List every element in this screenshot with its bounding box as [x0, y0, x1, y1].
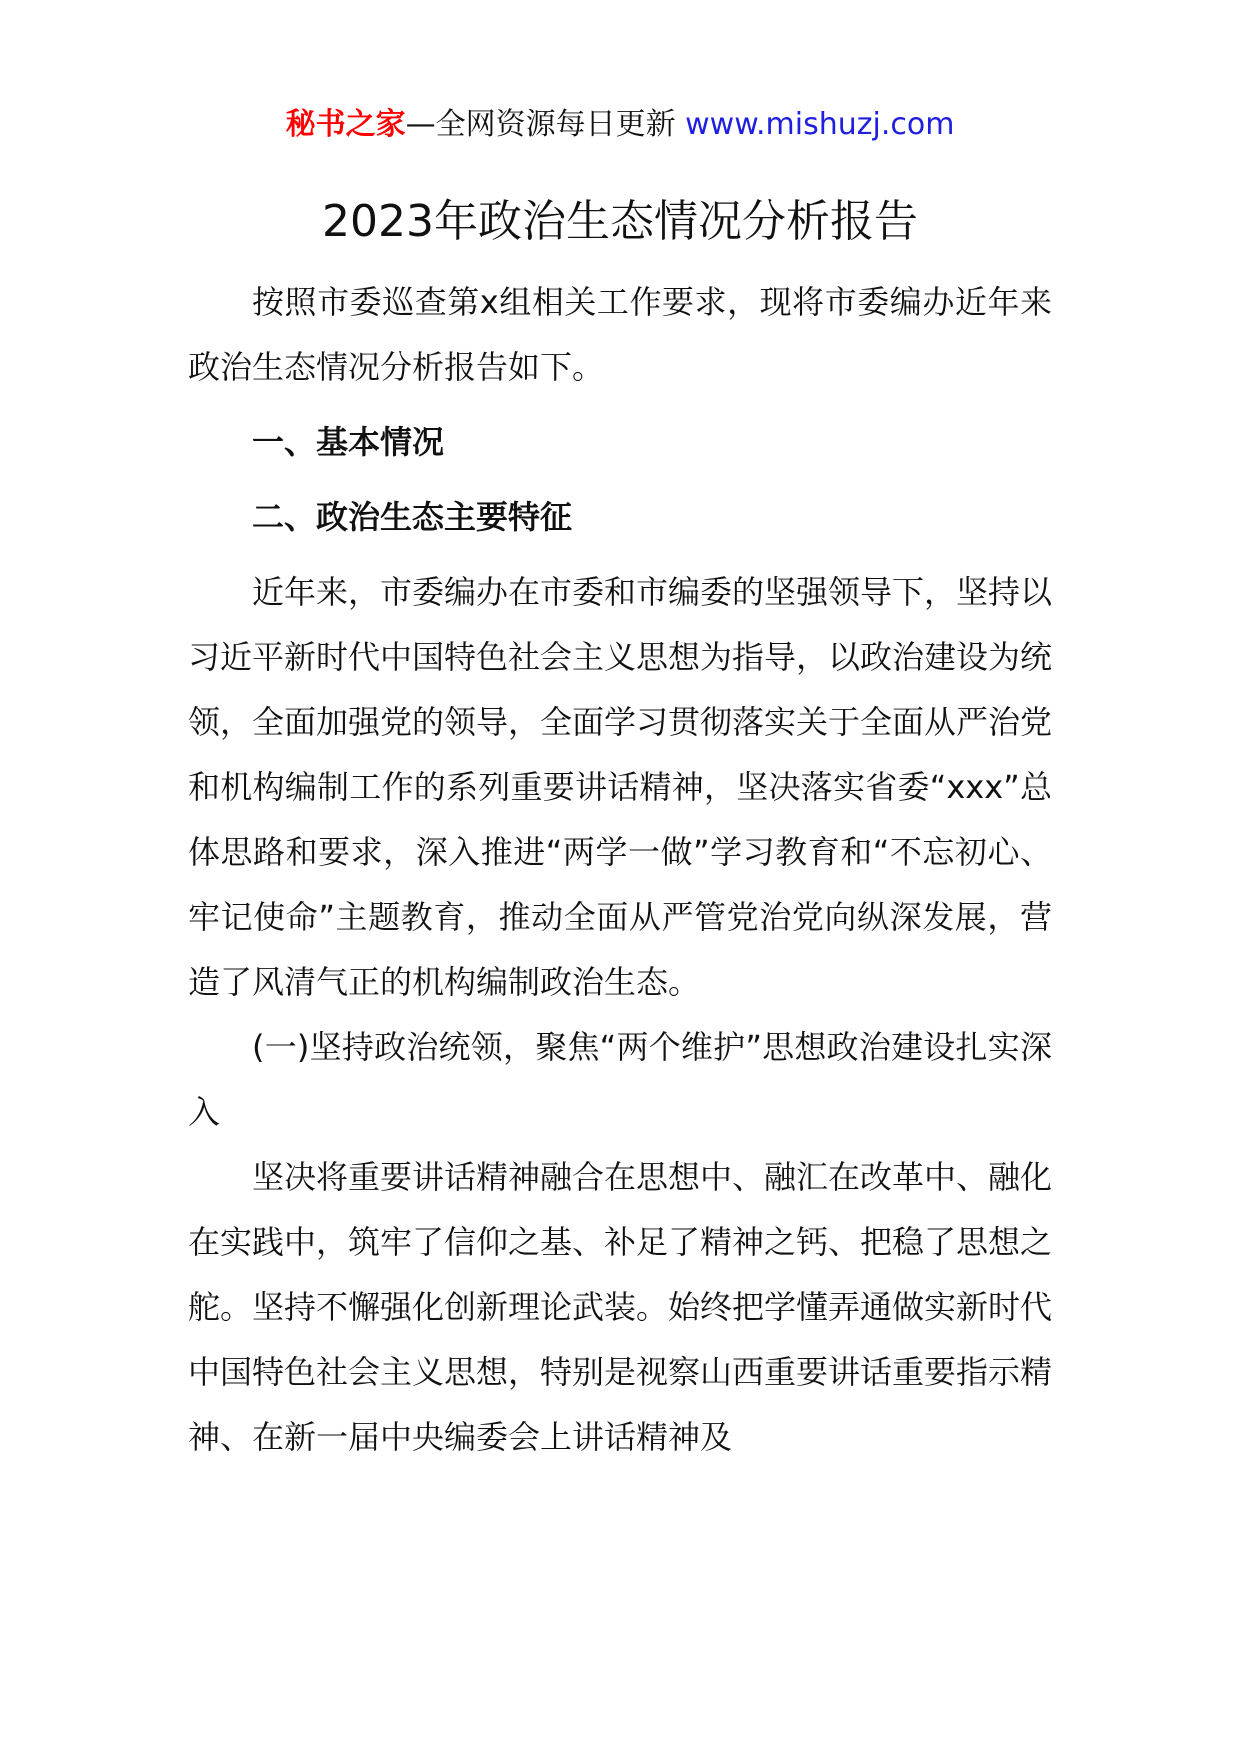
intro-paragraph: 按照市委巡查第x组相关工作要求，现将市委编办近年来政治生态情况分析报告如下。 — [188, 283, 1052, 386]
website-link[interactable]: www.mishuzj.com — [685, 107, 955, 142]
brand-name: 秘书之家 — [285, 107, 406, 142]
section-heading-main-features: 二、政治生态主要特征 — [252, 498, 573, 536]
document-body — [188, 270, 1052, 1470]
body-paragraph: 坚决将重要讲话精神融合在思想中、融汇在改革中、融化在实践中，筑牢了信仰之基、补足了精神之钙、把稳了思想之舵。坚持不懈强化创新理论武装。始终把学懂弄通做实新时代中国特色社会主义思想，特别是视察山西重要讲话重要指示精神、在新一届中央编委会上讲话精神及 — [188, 1158, 1053, 1456]
document-title: 2023年政治生态情况分析报告 — [322, 196, 918, 247]
sub-heading-political-leadership: (一)坚持政治统领，聚焦“两个维护”思想政治建设扎实深入 — [188, 1028, 1052, 1131]
body-paragraph: 近年来，市委编办在市委和市编委的坚强领导下，坚持以习近平新时代中国特色社会主义思想为指导，以政治建设为统领，全面加强党的领导，全面学习贯彻落实关于全面从严治党和机构编制工作的系列重要讲话精神，坚决落实省委“xxx”总体思路和要求，深入推进“两学一做”学习教育和“不忘初心、牢记使命”主题教育，推动全面从严管党治党向纵深发展，营造了风清气正的机构编制政治生态。 — [188, 573, 1053, 1001]
section-heading-basic-situation: 一、基本情况 — [252, 423, 445, 461]
header-slogan: —全网资源每日更新 — [405, 107, 676, 142]
header-banner — [0, 100, 1240, 150]
